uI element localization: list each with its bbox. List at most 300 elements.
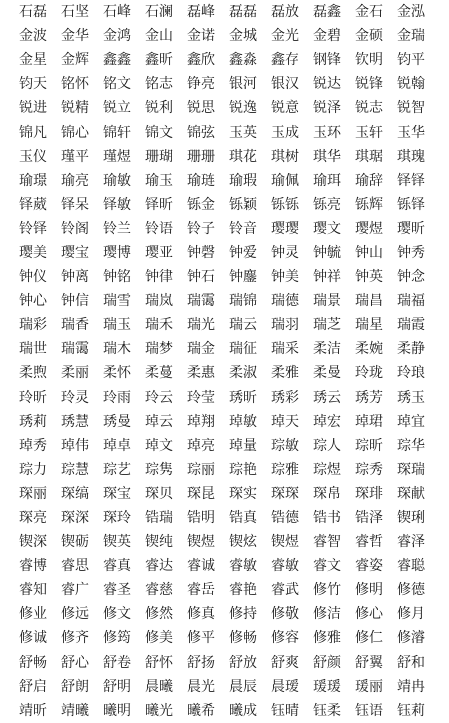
name-cell: 琸云 (145, 413, 173, 430)
name-cell: 磊磊 (229, 4, 257, 21)
name-cell: 锆泽 (355, 510, 383, 527)
name-cell: 琇慧 (61, 413, 89, 430)
name-cell: 晨光 (187, 678, 215, 695)
name-cell: 锐利 (145, 100, 173, 117)
name-row (0, 265, 449, 289)
name-cell: 磊峰 (187, 4, 215, 21)
name-cell: 锐逸 (229, 100, 257, 117)
name-cell: 瑞彩 (19, 317, 47, 334)
name-cell: 金辉 (61, 52, 89, 69)
name-cell: 柔丽 (61, 365, 89, 382)
name-cell: 鑫欣 (187, 52, 215, 69)
name-cell: 柔蔓 (145, 365, 173, 382)
name-cell: 金瑞 (397, 28, 425, 45)
name-cell: 瑞德 (271, 293, 299, 310)
name-cell: 铄铄 (271, 196, 299, 213)
name-cell: 铭文 (103, 76, 131, 93)
name-cell: 铃阁 (61, 220, 89, 237)
name-cell: 钟祥 (313, 269, 341, 286)
name-cell: 钟磬 (187, 244, 215, 261)
name-cell: 瑞锦 (229, 293, 257, 310)
name-cell: 瑞禾 (145, 317, 173, 334)
name-cell: 舒爽 (271, 654, 299, 671)
name-cell: 曦成 (229, 702, 257, 719)
name-cell: 柔淑 (229, 365, 257, 382)
name-cell: 瑜珥 (313, 172, 341, 189)
name-cell: 锐立 (103, 100, 131, 117)
name-cell: 金硕 (355, 28, 383, 45)
name-cell: 琮敏 (271, 437, 299, 454)
name-cell: 瑞昌 (355, 293, 383, 310)
name-cell: 钟信 (61, 293, 89, 310)
name-cell: 琸秀 (19, 437, 47, 454)
name-cell: 琇芳 (355, 389, 383, 406)
name-row (0, 337, 449, 361)
name-cell: 钟爱 (229, 244, 257, 261)
name-cell: 锦心 (61, 124, 89, 141)
name-cell: 瑞玉 (103, 317, 131, 334)
name-cell: 铮亮 (187, 76, 215, 93)
name-cell: 鑫鑫 (103, 52, 131, 69)
name-cell: 舒怀 (145, 654, 173, 671)
name-cell: 铃兰 (103, 220, 131, 237)
name-cell: 琛实 (229, 485, 257, 502)
name-cell: 瑾平 (61, 148, 89, 165)
name-cell: 铃子 (187, 220, 215, 237)
name-cell: 锲砺 (61, 534, 89, 551)
name-cell: 锲炫 (229, 534, 257, 551)
name-cell: 银汉 (271, 76, 299, 93)
name-cell: 舒和 (397, 654, 425, 671)
name-cell: 舒启 (19, 678, 47, 695)
name-cell: 瑞福 (397, 293, 425, 310)
name-cell: 钟石 (187, 269, 215, 286)
name-cell: 锲深 (19, 534, 47, 551)
name-cell: 璎昕 (397, 220, 425, 237)
name-cell: 瑞芝 (313, 317, 341, 334)
name-cell: 琛昆 (187, 485, 215, 502)
name-row (0, 72, 449, 96)
name-cell: 金城 (229, 28, 257, 45)
name-row (0, 24, 449, 48)
name-cell: 璎美 (19, 244, 47, 261)
name-cell: 琛献 (397, 485, 425, 502)
name-cell: 琛瑞 (397, 461, 425, 478)
name-cell: 金鸿 (103, 28, 131, 45)
name-cell: 瑞雪 (103, 293, 131, 310)
name-cell: 璎璎 (271, 220, 299, 237)
name-cell: 舒明 (103, 678, 131, 695)
name-cell: 磊放 (271, 4, 299, 21)
name-row (0, 289, 449, 313)
name-cell: 锆德 (271, 510, 299, 527)
name-cell: 琛贝 (145, 485, 173, 502)
name-cell: 铄颖 (229, 196, 257, 213)
name-cell: 瑞香 (61, 317, 89, 334)
name-cell: 玲灵 (61, 389, 89, 406)
name-cell: 锦弦 (187, 124, 215, 141)
name-cell: 琸翔 (187, 413, 215, 430)
name-cell: 玲琅 (397, 365, 425, 382)
name-cell: 修文 (103, 606, 131, 623)
name-cell: 瑜亮 (61, 172, 89, 189)
name-cell: 曦希 (187, 702, 215, 719)
name-cell: 琸天 (271, 413, 299, 430)
name-cell: 玲珑 (355, 365, 383, 382)
name-cell: 修洁 (313, 606, 341, 623)
name-cell: 锲煜 (271, 534, 299, 551)
name-cell: 瑞霭 (187, 293, 215, 310)
name-cell: 睿艳 (229, 582, 257, 599)
name-cell: 琸量 (229, 437, 257, 454)
name-cell: 舒朗 (61, 678, 89, 695)
name-cell: 银河 (229, 76, 257, 93)
name-cell: 石坚 (61, 4, 89, 21)
name-cell: 锦文 (145, 124, 173, 141)
name-cell: 铎葳 (19, 196, 47, 213)
name-cell: 舒畅 (19, 654, 47, 671)
name-cell: 修筠 (103, 630, 131, 647)
name-cell: 锆真 (229, 510, 257, 527)
name-cell: 金山 (145, 28, 173, 45)
name-row (0, 361, 449, 385)
name-cell: 舒心 (61, 654, 89, 671)
name-cell: 钰柔 (313, 702, 341, 719)
name-cell: 瑞征 (229, 341, 257, 358)
name-cell: 睿文 (313, 558, 341, 575)
name-cell: 玲昕 (19, 389, 47, 406)
name-cell: 瑗瑗 (313, 678, 341, 695)
name-cell: 舒放 (229, 654, 257, 671)
name-cell: 锐进 (19, 100, 47, 117)
name-row (0, 48, 449, 72)
name-cell: 金星 (19, 52, 47, 69)
name-cell: 玉华 (397, 124, 425, 141)
name-cell: 铃语 (145, 220, 173, 237)
name-cell: 琪瑰 (397, 148, 425, 165)
name-row (0, 193, 449, 217)
name-cell: 琸卓 (103, 437, 131, 454)
name-cell: 琮力 (19, 461, 47, 478)
name-cell: 锐思 (187, 100, 215, 117)
name-row (0, 578, 449, 602)
name-cell: 修月 (397, 606, 425, 623)
name-cell: 钟秀 (397, 244, 425, 261)
name-row (0, 458, 449, 482)
name-cell: 铃音 (229, 220, 257, 237)
name-cell: 瑞金 (187, 341, 215, 358)
name-cell: 琛帛 (313, 485, 341, 502)
name-cell: 修齐 (61, 630, 89, 647)
name-cell: 睿知 (19, 582, 47, 599)
name-row (0, 434, 449, 458)
name-cell: 钟铭 (103, 269, 131, 286)
name-cell: 钟仪 (19, 269, 47, 286)
name-cell: 璎煜 (355, 220, 383, 237)
name-cell: 璎博 (103, 244, 131, 261)
name-cell: 瑞梦 (145, 341, 173, 358)
name-cell: 修远 (61, 606, 89, 623)
name-cell: 晨辰 (229, 678, 257, 695)
name-row (0, 145, 449, 169)
name-cell: 睿慈 (145, 582, 173, 599)
name-cell: 锦轩 (103, 124, 131, 141)
name-cell: 钧天 (19, 76, 47, 93)
name-cell: 柔煦 (19, 365, 47, 382)
name-cell: 瑜辞 (355, 172, 383, 189)
name-cell: 琛宝 (103, 485, 131, 502)
name-cell: 鑫昕 (145, 52, 173, 69)
name-cell: 睿达 (145, 558, 173, 575)
name-cell: 铎昕 (145, 196, 173, 213)
name-cell: 睿聪 (397, 558, 425, 575)
name-row (0, 217, 449, 241)
name-row (0, 554, 449, 578)
name-cell: 瑞世 (19, 341, 47, 358)
name-row (0, 313, 449, 337)
name-cell: 铄亮 (313, 196, 341, 213)
name-cell: 金泓 (397, 4, 425, 21)
name-cell: 瑞星 (355, 317, 383, 334)
name-cell: 锆瑞 (145, 510, 173, 527)
name-cell: 琛琛 (271, 485, 299, 502)
name-cell: 琮隽 (145, 461, 173, 478)
name-row (0, 386, 449, 410)
name-cell: 钟律 (145, 269, 173, 286)
name-cell: 铭志 (145, 76, 173, 93)
name-cell: 锐泽 (313, 100, 341, 117)
name-cell: 琛缟 (61, 485, 89, 502)
name-row (0, 530, 449, 554)
name-cell: 璎宝 (61, 244, 89, 261)
name-row (0, 699, 449, 723)
name-cell: 琮昕 (355, 437, 383, 454)
name-cell: 修持 (229, 606, 257, 623)
name-cell: 琸伟 (61, 437, 89, 454)
name-row (0, 602, 449, 626)
name-cell: 琇彩 (271, 389, 299, 406)
name-cell: 玲莹 (187, 389, 215, 406)
name-cell: 鑫存 (271, 52, 299, 69)
name-cell: 琮慧 (61, 461, 89, 478)
name-cell: 舒翼 (355, 654, 383, 671)
name-cell: 锆明 (187, 510, 215, 527)
name-cell: 睿博 (19, 558, 47, 575)
name-cell: 睿哲 (355, 534, 383, 551)
name-cell: 玉轩 (355, 124, 383, 141)
name-row (0, 410, 449, 434)
name-cell: 柔惠 (187, 365, 215, 382)
name-cell: 钟山 (355, 244, 383, 261)
name-cell: 锲纯 (145, 534, 173, 551)
name-cell: 铎铎 (397, 172, 425, 189)
name-cell: 琇曼 (103, 413, 131, 430)
name-cell: 钦明 (355, 52, 383, 69)
name-cell: 瑜佩 (271, 172, 299, 189)
name-row (0, 120, 449, 144)
name-row (0, 482, 449, 506)
name-cell: 睿武 (271, 582, 299, 599)
name-cell: 瑞霭 (61, 341, 89, 358)
name-cell: 柔怀 (103, 365, 131, 382)
name-cell: 琛亮 (19, 510, 47, 527)
name-cell: 玉成 (271, 124, 299, 141)
name-cell: 锆书 (313, 510, 341, 527)
name-cell: 玉环 (313, 124, 341, 141)
name-cell: 铄金 (187, 196, 215, 213)
name-cell: 睿圣 (103, 582, 131, 599)
name-cell: 琛琲 (355, 485, 383, 502)
name-cell: 柔曼 (313, 365, 341, 382)
name-cell: 琇莉 (19, 413, 47, 430)
name-cell: 靖冉 (397, 678, 425, 695)
name-cell: 琇玉 (397, 389, 425, 406)
name-cell: 瑞采 (271, 341, 299, 358)
name-cell: 琮人 (313, 437, 341, 454)
name-cell: 柔婉 (355, 341, 383, 358)
name-cell: 琸珺 (355, 413, 383, 430)
name-cell: 钟念 (397, 269, 425, 286)
name-cell: 舒颜 (313, 654, 341, 671)
name-cell: 锲煜 (187, 534, 215, 551)
name-cell: 舒卷 (103, 654, 131, 671)
name-cell: 晨曦 (145, 678, 173, 695)
name-cell: 瑜瑕 (229, 172, 257, 189)
name-cell: 珊瑚 (145, 148, 173, 165)
name-cell: 琮丽 (187, 461, 215, 478)
name-cell: 修美 (145, 630, 173, 647)
name-cell: 修明 (355, 582, 383, 599)
name-cell: 钰语 (355, 702, 383, 719)
name-cell: 修仁 (355, 630, 383, 647)
name-cell: 璎亚 (145, 244, 173, 261)
name-cell: 珊珊 (187, 148, 215, 165)
name-cell: 钟鏖 (229, 269, 257, 286)
name-row (0, 651, 449, 675)
name-cell: 钟心 (19, 293, 47, 310)
name-cell: 金光 (271, 28, 299, 45)
name-cell: 琛深 (61, 510, 89, 527)
name-cell: 睿敏 (229, 558, 257, 575)
name-cell: 睿岳 (187, 582, 215, 599)
name-cell: 瑜玉 (145, 172, 173, 189)
name-cell: 曦明 (103, 702, 131, 719)
name-cell: 锐智 (397, 100, 425, 117)
name-cell: 琪华 (313, 148, 341, 165)
name-cell: 琸文 (145, 437, 173, 454)
name-cell: 修容 (271, 630, 299, 647)
name-cell: 琸敏 (229, 413, 257, 430)
name-cell: 修诚 (19, 630, 47, 647)
name-cell: 瑞光 (187, 317, 215, 334)
name-row (0, 169, 449, 193)
name-cell: 钰莉 (397, 702, 425, 719)
name-cell: 琛丽 (19, 485, 47, 502)
name-cell: 瑗丽 (355, 678, 383, 695)
name-cell: 鑫淼 (229, 52, 257, 69)
name-cell: 玉英 (229, 124, 257, 141)
name-cell: 玲云 (145, 389, 173, 406)
name-row (0, 96, 449, 120)
name-cell: 锐志 (355, 100, 383, 117)
name-cell: 璎文 (313, 220, 341, 237)
name-cell: 琸亮 (187, 437, 215, 454)
name-cell: 玉仪 (19, 148, 47, 165)
name-cell: 石澜 (145, 4, 173, 21)
name-cell: 玲雨 (103, 389, 131, 406)
name-cell: 瑜琏 (187, 172, 215, 189)
name-cell: 石峰 (103, 4, 131, 21)
name-cell: 曦光 (145, 702, 173, 719)
name-cell: 铭怀 (61, 76, 89, 93)
name-cell: 锐精 (61, 100, 89, 117)
name-cell: 锐意 (271, 100, 299, 117)
name-cell: 瑜璟 (19, 172, 47, 189)
name-cell: 修平 (187, 630, 215, 647)
name-cell: 睿诚 (187, 558, 215, 575)
name-cell: 修然 (145, 606, 173, 623)
name-cell: 琪花 (229, 148, 257, 165)
name-cell: 铄铎 (397, 196, 425, 213)
name-cell: 修畅 (229, 630, 257, 647)
name-cell: 瑞景 (313, 293, 341, 310)
name-cell: 靖昕 (19, 702, 47, 719)
name-cell: 瑞岚 (145, 293, 173, 310)
name-cell: 钟离 (61, 269, 89, 286)
name-cell: 瑞云 (229, 317, 257, 334)
name-cell: 金波 (19, 28, 47, 45)
name-cell: 钧平 (397, 52, 425, 69)
name-cell: 铎呆 (61, 196, 89, 213)
name-cell: 琮煜 (313, 461, 341, 478)
name-cell: 瑾煜 (103, 148, 131, 165)
name-cell: 修濬 (397, 630, 425, 647)
name-cell: 金石 (355, 4, 383, 21)
name-cell: 锲英 (103, 534, 131, 551)
name-cell: 琮艳 (229, 461, 257, 478)
name-cell: 睿思 (61, 558, 89, 575)
name-cell: 修敬 (271, 606, 299, 623)
name-cell: 钟英 (355, 269, 383, 286)
name-cell: 钰晴 (271, 702, 299, 719)
name-cell: 锐翰 (397, 76, 425, 93)
name-cell: 柔静 (397, 341, 425, 358)
name-cell: 锲琍 (397, 510, 425, 527)
name-cell: 瑞霞 (397, 317, 425, 334)
name-cell: 修心 (355, 606, 383, 623)
name-cell: 琪树 (271, 148, 299, 165)
name-cell: 琮秀 (355, 461, 383, 478)
name-cell: 石磊 (19, 4, 47, 21)
name-cell: 修雅 (313, 630, 341, 647)
name-cell: 琸宏 (313, 413, 341, 430)
name-row (0, 506, 449, 530)
name-cell: 修业 (19, 606, 47, 623)
name-row (0, 675, 449, 699)
name-cell: 修竹 (313, 582, 341, 599)
name-cell: 瑜敏 (103, 172, 131, 189)
name-cell: 琸宜 (397, 413, 425, 430)
name-cell: 睿广 (61, 582, 89, 599)
name-cell: 柔雅 (271, 365, 299, 382)
name-cell: 舒扬 (187, 654, 215, 671)
name-cell: 琛玲 (103, 510, 131, 527)
name-cell: 靖曦 (61, 702, 89, 719)
name-cell: 睿敏 (271, 558, 299, 575)
name-cell: 修德 (397, 582, 425, 599)
name-cell: 晨瑷 (271, 678, 299, 695)
name-cell: 铎敏 (103, 196, 131, 213)
